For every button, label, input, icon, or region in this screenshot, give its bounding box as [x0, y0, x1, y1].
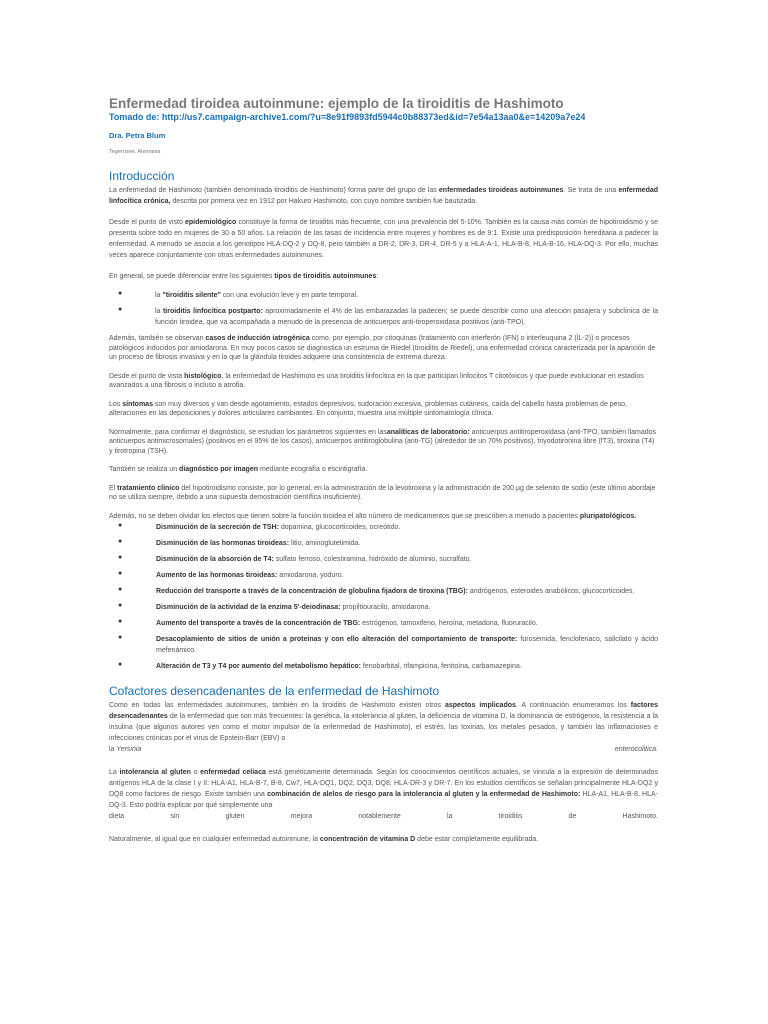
intro-paragraph-9: El tratamiento clínico del hipotiroidismo consiste, por lo general, en la administración de la levotiroxina y la administración de 200 µg de selenito de sodio (este último abordaje no se utiliza siempre, debido a una supuesta demostración científica insuficiente). — [109, 484, 656, 501]
intro-paragraph-4: Además, también se observan casos de inducción iatrogénica como, por ejemplo, por citoquinas (tratamiento con interferón (IFN) o interleuquina 2 (IL-2)) o procesos patológicos inducidos por amiodarona. En muy pocos casos se diagnostica un estruma de Riedel (tiroiditis de Riedel), una enfermedad crónica caracterizada por la aparición de un proceso de fibrosis invasiva y en la que la glándula tiroides adquiere una consistencia de extrema dureza. — [109, 335, 656, 361]
cofactors-paragraph-2: La intolerancia al gluten o enfermedad celíaca está genéticamente determinada. Según los conocimientos científicos actuales, se vincula a la expresión de determinados antígenos HLA de la clase I y II: HLA-A1, HLA-B-7, B-8, Cw7, HLA-DQ1, DQ2, DQ3, DQ8, HLA-DR-3 y DR-7. En los estudios científicos se señalan principalmente HLA-DQ2 y DQ8 como factores de riesgo. Existe también una combinación de alelos de riesgo para la intolerancia al gluten y la enfermedad de Hashimoto: HLA-A1, HLA-B-8, HLA-DQ-3. Esto podría explicar por qué simplemente una — [109, 769, 658, 809]
list-item: ● Disminución de la secreción de TSH: dopamina, glucocorticoides, ocreótido. — [118, 522, 401, 531]
document-page — [109, 96, 658, 855]
bullet-icon: ● — [118, 290, 123, 297]
section-heading-cofactors: Cofactores desencadenantes de la enfermedad de Hashimoto — [109, 684, 440, 698]
bullet-icon: ● — [118, 586, 123, 593]
list-item: ● la tiroiditis linfocítica postparto: aproximadamente el 4% de las embarazadas la padecen; se puede describir como una afección pasajera y subclínica de la función tiroidea, que va acompañada a menudo de la presencia de anticuerpos anti-tiroperoxidasa positivos (anti-TPO). — [118, 306, 658, 326]
bullet-icon: ● — [118, 634, 123, 641]
list-item: ● Disminución de las hormonas tiroideas: litio, aminoglutetimida. — [118, 538, 361, 547]
cofactors-paragraph-3: Naturalmente, al igual que en cualquier enfermedad autoinmune, la concentración de vitamina D debe estar completamente equilibrada. — [109, 836, 539, 843]
list-item: ● Aumento de las hormonas tiroideas: amiodarona, yoduro. — [118, 570, 344, 579]
list-item: ● la "tiroiditis silente" con una evolución leve y en parte temporal. — [118, 290, 359, 299]
intro-paragraph-10: Además, no se deben olvidar los efectos que tienen sobre la función tiroidea el alto número de medicamentos que se prescriben a menudo a pacientes pluripatológicos. — [109, 512, 637, 520]
section-heading-intro: Introducción — [109, 169, 175, 183]
cofactors-paragraph-1: Como en todas las enfermedades autoinmunes, también en la tiroiditis de Hashimoto existen otros aspectos implicados. A continuación enumeramos los factores desencadenantes de la enfermedad que son más frecuentes: la genética, la intolerancia al gluten, la deficiencia de vitamina D, la dominancia de estrógenos, la resistencia a la insulina (que algunos autores ven como el motor impulsor de la enfermedad de Hashimoto), el estrés, las toxinas, los metales pesados, y también las inflamaciones e infecciones crónicas por el virus de Epstein-Barr (EBV) o — [109, 702, 659, 742]
list-item: ● Disminución de la actividad de la enzima 5'-deiodinasa: propiltiouracilo, amiodarona. — [118, 602, 431, 611]
cofactors-paragraph-2-end: dieta sin gluten mejora notablemente la tiroiditis de Hashimoto. — [109, 813, 658, 820]
intro-paragraph-8: También se realiza un diagnóstico por imagen mediante ecografía o escintigrafía. — [109, 466, 368, 473]
bullet-icon: ● — [118, 538, 123, 545]
article-title: Enfermedad tiroidea autoinmune: ejemplo de la tiroiditis de Hashimoto — [109, 96, 564, 111]
bullet-icon: ● — [118, 618, 123, 625]
list-item: ● Reducción del transporte a través de la concentración de globulina fijadora de tiroxina (TBG): andrógenos, esteroides anabólicos, glucocorticoides. — [118, 586, 635, 595]
bullet-icon: ● — [118, 661, 123, 668]
author-location: Tegernsee, Alemania — [109, 149, 161, 155]
list-item: ● Disminución de la absorción de T4: sulfato ferroso, colestiramina, hidróxido de aluminio, sucralfato. — [118, 554, 472, 563]
list-item: ● Desacoplamiento de sitios de unión a proteínas y con ello alteración del comportamiento de transporte: furosemida, fenclofenaco, salicilato y ácido mefenámico. — [118, 634, 658, 654]
intro-paragraph-2: Desde el punto de visto epidemiológico constituye la forma de tiroiditis más frecuente, con una prevalencia del 5-10%. También es la causa más común de hipotiroidismo y se presenta sobre todo en mujeres de 30 a 50 años. La relación de las tasas de incidencia entre mujeres y hombres es de 9:1. Existe una predisposición hereditaria a padecer la enfermedad. A menudo se asocia a los genotipos HLA-DQ-2 y DQ-8, pero también a DR-2, DR-3, DR-4, DR-5 y a HLA-A-1, HLA-B-8, HLA-B-16, HLA-DQ-3. Por ello, muchas veces aparece conjuntamente con otras enfermedades autoinmunes. — [109, 219, 658, 259]
bullet-icon: ● — [118, 570, 123, 577]
drug-effects-list — [109, 522, 658, 672]
bullet-icon: ● — [118, 306, 123, 313]
source-link[interactable]: Tomado de: http://us7.campaign-archive1.com/?u=8e91f9893fd5944c0b88373ed&id=7e54a13aa0&e=14209a7e24 — [109, 112, 586, 122]
intro-paragraph-5: Desde el punto de vista histológico, la enfermedad de Hashimoto es una tiroiditis linfocítica en la que participan linfocitos T citotóxicos y que puede evolucionar en estadios avanzados a una fibrosis o incluso a atrofia. — [109, 372, 644, 389]
list-item: ● Aumento del transporte a través de la concentración de TBG: estrógenos, tamoxifeno, heroína, metadona, fluoruracilo. — [118, 618, 538, 627]
intro-paragraph-3: En general, se puede diferenciar entre los siguientes tipos de tiroiditis autoinmunes: — [109, 273, 379, 280]
intro-paragraph-1: La enfermedad de Hashimoto (también denominada tiroiditis de Hashimoto) forma parte del grupo de las enfermedades tiroideas autoinmunes. Se trata de una enfermedad linfocítica crónica, descrita por primera vez en 1912 por Hakuro Hashimoto, con cuyo nombre también fue bautizada. — [109, 187, 659, 205]
bullet-icon: ● — [118, 602, 123, 609]
intro-paragraph-6: Los síntomas son muy diversos y van desde agotamiento, estados depresivos, sudoración excesiva, problemas cutáneos, caída del cabello hasta problemas de peso, alteraciones en las deposiciones y dolores articulares cambiantes. En conjunto, muestra una múltiple sintomatología clínica. — [109, 400, 627, 417]
bullet-icon: ● — [118, 522, 123, 529]
bullet-icon: ● — [118, 554, 123, 561]
thyroiditis-types-list — [109, 290, 658, 328]
author-name: Dra. Petra Blum — [109, 131, 166, 140]
cofactors-paragraph-1-end: la Yersinia enterocolitica. — [109, 746, 658, 753]
list-item: ● Alteración de T3 y T4 por aumento del metabolismo hepático: fenobarbital, rifampicina, fenitoína, carbamazepina. — [118, 661, 522, 670]
intro-paragraph-7: Normalmente, para confirmar el diagnóstico, se estudian los parámetros siguientes en lasanalíticas de laboratorio: anticuerpos antitiroperoxidasa (anti-TPO, también llamados anticuerpos antimicrosomales) (positivos en el 95% de los casos), anticuerpos antitiroglobulina (anti-TG) (alrededor de un 70% positivos), triyodotironina libre (fT3), tiroxina (T4) y tirotropina (TSH). — [109, 428, 657, 455]
